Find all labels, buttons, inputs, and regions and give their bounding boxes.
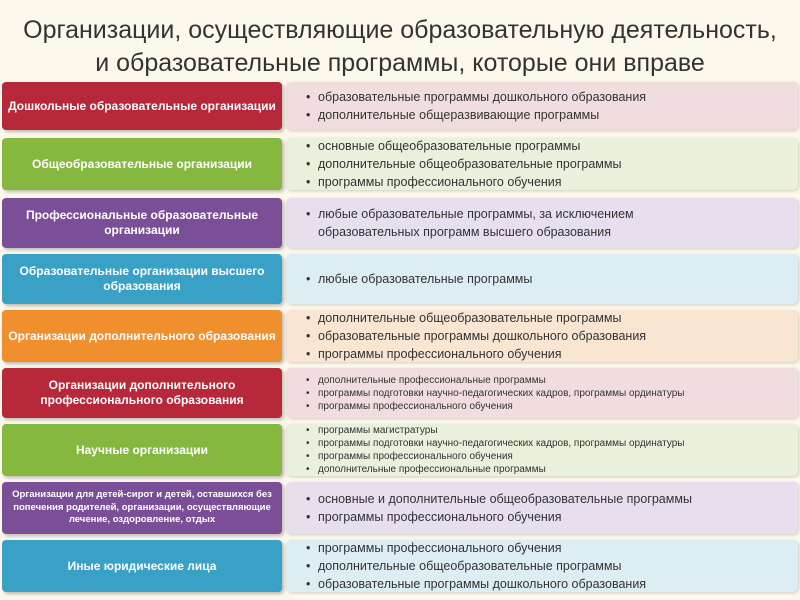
programs-box bbox=[286, 482, 798, 534]
program-item: • программы профессионального обучения bbox=[306, 450, 798, 463]
programs-list bbox=[306, 424, 798, 476]
table-row bbox=[0, 310, 800, 362]
program-item: • программы профессионального обучения bbox=[306, 508, 798, 526]
organization-type-label: Организации дополнительного профессионального образования bbox=[2, 368, 282, 418]
table-row bbox=[0, 254, 800, 304]
table-row bbox=[0, 540, 800, 592]
program-item: • основные общеобразовательные программы bbox=[306, 137, 798, 155]
program-item: • любые образовательные программы bbox=[306, 270, 798, 288]
program-item: • программы профессионального обучения bbox=[306, 345, 798, 363]
programs-list bbox=[306, 374, 798, 413]
organization-type-label: Общеобразовательные организации bbox=[2, 138, 282, 190]
organization-type-label: Профессиональные образовательные организации bbox=[2, 198, 282, 248]
table-row bbox=[0, 198, 800, 248]
program-item: • основные и дополнительные общеобразовательные программы bbox=[306, 490, 798, 508]
programs-box bbox=[286, 310, 798, 362]
table-row bbox=[0, 482, 800, 534]
program-item: • образовательные программы дошкольного образования bbox=[306, 327, 798, 345]
program-item: • программы подготовки научно-педагогических кадров, программы ординатуры bbox=[306, 437, 798, 450]
program-item: • дополнительные общеразвивающие программы bbox=[306, 106, 798, 124]
programs-box bbox=[286, 198, 798, 248]
organization-type-label: Научные организации bbox=[2, 424, 282, 476]
programs-list bbox=[306, 88, 798, 124]
programs-box bbox=[286, 254, 798, 304]
table-row bbox=[0, 424, 800, 476]
organization-type-label: Иные юридические лица bbox=[2, 540, 282, 592]
title-line-2: и образовательные программы, которые они вправе bbox=[95, 49, 705, 77]
program-item: • любые образовательные программы, за исключением образовательных программ высшего образования bbox=[306, 205, 636, 241]
programs-box bbox=[286, 540, 798, 592]
programs-box bbox=[286, 82, 798, 130]
programs-list bbox=[306, 270, 798, 288]
programs-list bbox=[306, 539, 798, 593]
organization-type-label: Образовательные организации высшего образования bbox=[2, 254, 282, 304]
program-item: • программы магистратуры bbox=[306, 424, 798, 437]
program-item: • дополнительные общеобразовательные программы bbox=[306, 155, 798, 173]
table-row bbox=[0, 368, 800, 418]
programs-box bbox=[286, 368, 798, 418]
programs-list bbox=[306, 309, 798, 363]
program-item: • образовательные программы дошкольного образования bbox=[306, 575, 798, 593]
program-item: • программы подготовки научно-педагогических кадров, программы ординатуры bbox=[306, 387, 798, 400]
program-item: • дополнительные профессиональные программы bbox=[306, 463, 798, 476]
program-item: • программы профессионального обучения bbox=[306, 400, 798, 413]
organization-type-label: Организации дополнительного образования bbox=[2, 310, 282, 362]
table-row bbox=[0, 82, 800, 130]
programs-list bbox=[306, 205, 798, 241]
table-row bbox=[0, 138, 800, 190]
programs-list bbox=[306, 137, 798, 191]
programs-box bbox=[286, 138, 798, 190]
page-title bbox=[0, 14, 800, 80]
program-item: • программы профессионального обучения bbox=[306, 173, 798, 191]
program-item: • дополнительные общеобразовательные программы bbox=[306, 309, 798, 327]
programs-box bbox=[286, 424, 798, 476]
program-item: • дополнительные общеобразовательные программы bbox=[306, 557, 798, 575]
organization-type-label: Дошкольные образовательные организации bbox=[2, 82, 282, 130]
programs-list bbox=[306, 490, 798, 526]
organization-type-label: Организации для детей-сирот и детей, оставшихся без попечения родителей, организации, осуществляющие лечение, оздоровление, отдых bbox=[2, 482, 282, 534]
program-item: • дополнительные профессиональные программы bbox=[306, 374, 798, 387]
program-item: • образовательные программы дошкольного образования bbox=[306, 88, 798, 106]
program-item: • программы профессионального обучения bbox=[306, 539, 798, 557]
title-line-1: Организации, осуществляющие образовательную деятельность, bbox=[23, 16, 777, 44]
